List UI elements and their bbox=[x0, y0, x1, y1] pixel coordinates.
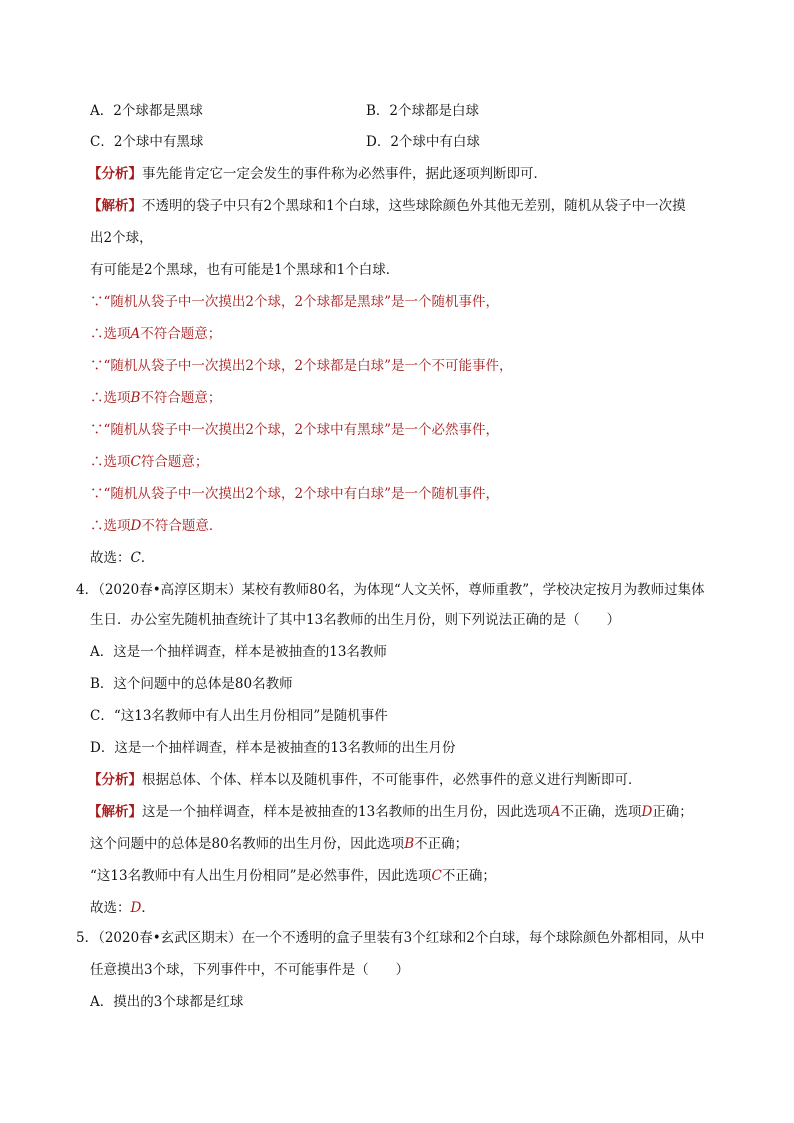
q4-option-b: B．这个问题中的总体是80名教师 bbox=[90, 676, 293, 692]
q4-option-a: A．这是一个抽样调查，样本是被抽查的13名教师 bbox=[90, 644, 387, 660]
solution-text: “这13名教师中有人出生月份相同”是必然事件，因此选项 bbox=[90, 868, 432, 884]
solution-tag: 【解析】 bbox=[88, 198, 142, 214]
q5-stem-line2: 任意摸出3个球，下列事件中，不可能事件是（ ） bbox=[90, 962, 410, 978]
solution-text: 这是一个抽样调查，样本是被抽查的13名教师的出生月份，因此选项 bbox=[142, 804, 551, 820]
step-option-letter: D bbox=[130, 518, 142, 534]
q3-step-7: ∵“随机从袋子中一次摸出2个球，2个球中有白球”是一个随机事件， bbox=[90, 486, 499, 502]
analysis-tag: 【分析】 bbox=[88, 166, 142, 182]
q5-option-a: A．摸出的3个球都是红球 bbox=[90, 994, 244, 1010]
q4-stem-line2: 生日．办公室先随机抽查统计了其中13名教师的出生月份，则下列说法正确的是（ ） bbox=[90, 612, 621, 628]
solution-text: 正确； bbox=[652, 804, 693, 820]
q3-step-5: ∵“随机从袋子中一次摸出2个球，2个球中有黑球”是一个必然事件， bbox=[90, 422, 499, 438]
solution-text: 不透明的袋子中只有2个黑球和1个白球，这些球除颜色外其他无差别，随机从袋子中一次摸 bbox=[142, 198, 686, 214]
q4-solution-line3 bbox=[90, 866, 496, 886]
answer-prefix: 故选： bbox=[90, 900, 131, 916]
solution-tag: 【解析】 bbox=[88, 804, 142, 820]
q3-solution-line2: 出2个球， bbox=[90, 230, 153, 246]
step-suffix: 不符合题意． bbox=[141, 518, 223, 534]
step-option-letter: A bbox=[130, 326, 141, 342]
step-prefix: ∴选项 bbox=[90, 518, 131, 534]
q3-step-8 bbox=[90, 516, 222, 536]
analysis-text: 事先能肯定它一定会发生的事件称为必然事件，据此逐项判断即可． bbox=[142, 166, 547, 182]
q3-analysis bbox=[88, 164, 547, 184]
step-option-letter: B bbox=[130, 390, 141, 406]
q4-stem-line1: 4．（2020春•高淳区期末）某校有教师80名，为体现“人文关怀，尊师重教”，学校决定按月为教师过集体 bbox=[76, 582, 705, 598]
q3-step-6 bbox=[90, 452, 208, 472]
q3-solution-line1 bbox=[88, 196, 686, 216]
q3-option-c: C．2个球中有黑球 bbox=[90, 134, 204, 150]
q4-analysis bbox=[88, 770, 642, 790]
q4-option-d: D．这是一个抽样调查，样本是被抽查的13名教师的出生月份 bbox=[90, 740, 456, 756]
q4-answer bbox=[90, 898, 155, 918]
step-suffix: 不符合题意； bbox=[140, 390, 222, 406]
q4-option-c: C．“这13名教师中有人出生月份相同”是随机事件 bbox=[90, 708, 388, 724]
q3-step-2 bbox=[90, 324, 221, 344]
solution-text: 不正确； bbox=[414, 836, 469, 852]
step-prefix: ∴选项 bbox=[90, 326, 131, 342]
q4-solution-line2 bbox=[90, 834, 468, 854]
option-letter: B bbox=[404, 836, 415, 852]
answer-prefix: 故选： bbox=[90, 550, 131, 566]
step-option-letter: C bbox=[130, 454, 141, 470]
option-letter: C bbox=[431, 868, 442, 884]
step-prefix: ∴选项 bbox=[90, 390, 131, 406]
answer-suffix: ． bbox=[141, 900, 155, 916]
analysis-text: 根据总体、个体、样本以及随机事件，不可能事件，必然事件的意义进行判断即可． bbox=[142, 772, 642, 788]
q3-solution-line3: 有可能是2个黑球，也有可能是1个黑球和1个白球． bbox=[90, 262, 400, 278]
solution-text: 不正确； bbox=[441, 868, 496, 884]
q3-step-4 bbox=[90, 388, 221, 408]
q4-solution-line1 bbox=[88, 802, 693, 822]
answer-letter: D bbox=[130, 900, 142, 916]
step-suffix: 符合题意； bbox=[140, 454, 209, 470]
analysis-tag: 【分析】 bbox=[88, 772, 142, 788]
solution-text: 不正确，选项 bbox=[560, 804, 642, 820]
q3-option-b: B．2个球都是白球 bbox=[366, 103, 480, 119]
q3-answer bbox=[90, 548, 154, 568]
option-letter: D bbox=[641, 804, 653, 820]
solution-text: 这个问题中的总体是80名教师的出生月份，因此选项 bbox=[90, 836, 405, 852]
q3-step-1: ∵“随机从袋子中一次摸出2个球，2个球都是黑球”是一个随机事件， bbox=[90, 294, 499, 310]
answer-suffix: ． bbox=[140, 550, 155, 566]
step-prefix: ∴选项 bbox=[90, 454, 131, 470]
q3-option-a: A．2个球都是黑球 bbox=[90, 103, 203, 119]
step-suffix: 不符合题意； bbox=[140, 326, 222, 342]
option-letter: A bbox=[550, 804, 561, 820]
q3-step-3: ∵“随机从袋子中一次摸出2个球，2个球都是白球”是一个不可能事件， bbox=[90, 358, 513, 374]
q5-stem-line1: 5．（2020春•玄武区期末）在一个不透明的盒子里装有3个红球和2个白球，每个球除颜色外都相同，从中 bbox=[76, 930, 705, 946]
q3-option-d: D．2个球中有白球 bbox=[366, 134, 480, 150]
answer-letter: C bbox=[130, 550, 141, 566]
